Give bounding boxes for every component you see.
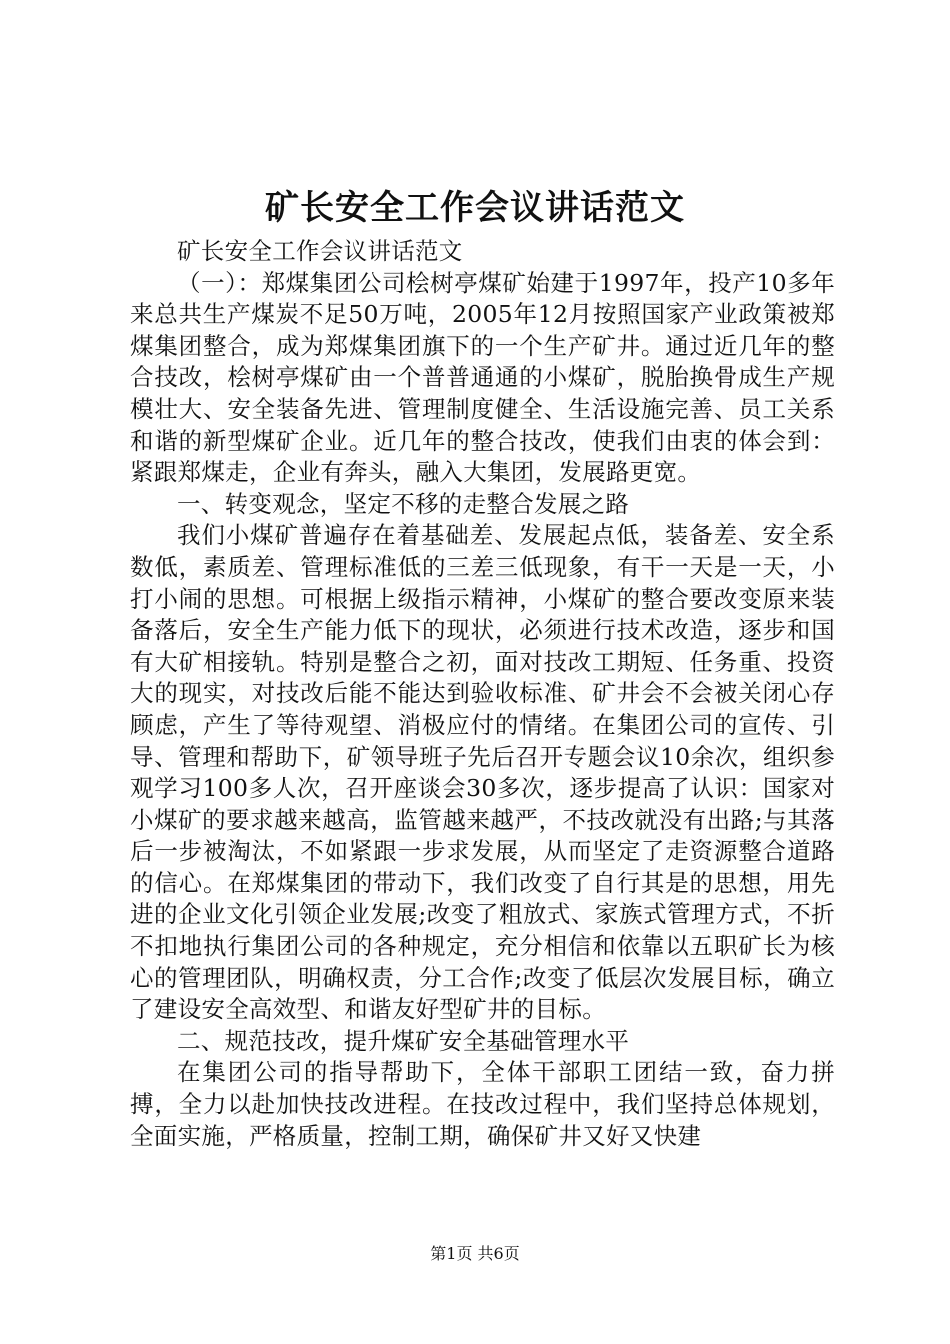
subtitle-paragraph: 矿长安全工作会议讲话范文 — [177, 237, 463, 265]
document-title: 矿长安全工作会议讲话范文 — [265, 188, 685, 228]
document-body — [130, 236, 835, 1152]
section-2-paragraph: 在集团公司的指导帮助下，全体干部职工团结一致，奋力拼搏，全力以赴加快技改进程。在技改过程中，我们坚持总体规划，全面实施，严格质量，控制工期，确保矿井又好又快建 — [130, 1058, 835, 1150]
page-number-footer: 第1页 共6页 — [430, 1244, 520, 1263]
section-1-paragraph: 我们小煤矿普遍存在着基础差、发展起点低，装备差、安全系数低，素质差、管理标准低的三差三低现象，有干一天是一天，小打小闹的思想。可根据上级指示精神，小煤矿的整合要改变原来装备落后，安全生产能力低下的现状，必须进行技术改造，逐步和国有大矿相接轨。特别是整合之初，面对技改工期短、任务重、投资大的现实，对技改后能不能达到验收标准、矿井会不会被关闭心存顾虑，产生了等待观望、消极应付的情绪。在集团公司的宣传、引导、管理和帮助下，矿领导班子先后召开专题会议10余次，组织参观学习100多人次，召开座谈会30多次，逐步提高了认识：国家对小煤矿的要求越来越高，监管越来越严，不技改就没有出路;与其落后一步被淘汰，不如紧跟一步求发展，从而坚定了走资源整合道路的信心。在郑煤集团的带动下，我们改变了自行其是的思想，用先进的企业文化引领企业发展;改变了粗放式、家族式管理方式，不折不扣地执行集团公司的各种规定，充分相信和依靠以五职矿长为核心的管理团队，明确权责，分工合作;改变了低层次发展目标，确立了建设安全高效型、和谐友好型矿井的目标。 — [130, 521, 835, 1024]
section-heading-1: 一、转变观念，坚定不移的走整合发展之路 — [177, 489, 630, 518]
section-heading-2: 二、规范技改，提升煤矿安全基础管理水平 — [177, 1026, 630, 1055]
intro-paragraph: （一）：郑煤集团公司桧树亭煤矿始建于1997年，投产10多年来总共生产煤炭不足50万吨，2005年12月按照国家产业政策被郑煤集团整合，成为郑煤集团旗下的一个生产矿井。通过近几年的整合技改，桧树亭煤矿由一个普普通通的小煤矿，脱胎换骨成生产规模壮大、安全装备先进、管理制度健全、生活设施完善、员工关系和谐的新型煤矿企业。近几年的整合技改，使我们由衷的体会到：紧跟郑煤走，企业有奔头，融入大集团，发展路更宽。 — [130, 268, 835, 487]
